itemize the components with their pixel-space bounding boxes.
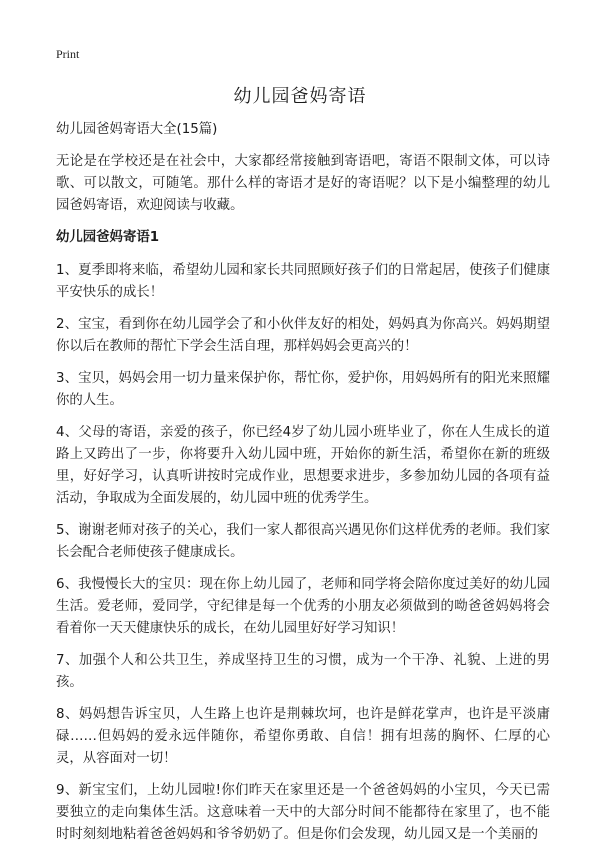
article-body <box>56 119 550 856</box>
message-paragraph-6: 6、我慢慢长大的宝贝：现在你上幼儿园了，老师和同学将会陪你度过美好的幼儿园生活。爱老师，爱同学，守纪律是每一个优秀的小朋友必须做到的呦爸爸妈妈将会看着你一天天健康快乐的成长，在幼儿园里好好学习知识！ <box>56 577 550 636</box>
intro-paragraph: 无论是在学校还是在社会中，大家都经常接触到寄语吧，寄语不限制文体，可以诗歌、可以散文，可随笔。那什么样的寄语才是好的寄语呢？以下是小编整理的幼儿园爸妈寄语，欢迎阅读与收藏。 <box>56 154 550 213</box>
print-link[interactable]: Print <box>56 47 80 61</box>
message-paragraph-7: 7、加强个人和公共卫生，养成坚持卫生的习惯，成为一个干净、礼貌、上进的男孩。 <box>56 653 550 690</box>
message-paragraph-3: 3、宝贝，妈妈会用一切力量来保护你，帮忙你，爱护你，用妈妈所有的阳光来照耀你的人生。 <box>56 371 550 408</box>
article-subtitle: 幼儿园爸妈寄语大全(15篇) <box>56 122 218 137</box>
message-paragraph-8: 8、妈妈想告诉宝贝，人生路上也许是荆棘坎坷，也许是鲜花掌声，也许是平淡庸碌……但妈妈的爱永远伴随你，希望你勇敢、自信！拥有坦荡的胸怀、仁厚的心灵，从容面对一切！ <box>56 707 550 766</box>
page-title: 幼儿园爸妈寄语 <box>233 86 367 107</box>
message-paragraph-2: 2、宝宝，看到你在幼儿园学会了和小伙伴友好的相处，妈妈真为你高兴。妈妈期望你以后在教师的帮忙下学会生活自理，那样妈妈会更高兴的！ <box>56 317 550 354</box>
message-paragraph-4: 4、父母的寄语，亲爱的孩子，你已经4岁了幼儿园小班毕业了，你在人生成长的道路上又跨出了一步，你将要升入幼儿园中班，开始你的新生活，希望你在新的班级里，好好学习，认真听讲按时完成作业，思想要求进步，多参加幼儿园的各项有益活动，争取成为全面发展的，幼儿园中班的优秀学生。 <box>56 425 550 506</box>
message-paragraph-1: 1、夏季即将来临，希望幼儿园和家长共同照顾好孩子们的日常起居，使孩子们健康平安快乐的成长！ <box>56 263 550 300</box>
section-heading: 幼儿园爸妈寄语1 <box>56 230 160 245</box>
message-paragraph-5: 5、谢谢老师对孩子的关心，我们一家人都很高兴遇见你们这样优秀的老师。我们家长会配合老师使孩子健康成长。 <box>56 523 550 560</box>
message-paragraph-9: 9、新宝宝们，上幼儿园啦!你们昨天在家里还是一个爸爸妈妈的小宝贝，今天已需要独立的走向集体生活。这意味着一天中的大部分时间不能都待在家里了，也不能时时刻刻地粘着爸爸妈妈和爷爷奶奶了。但是你们会发现，幼儿园又是一个美丽的 <box>56 783 550 842</box>
